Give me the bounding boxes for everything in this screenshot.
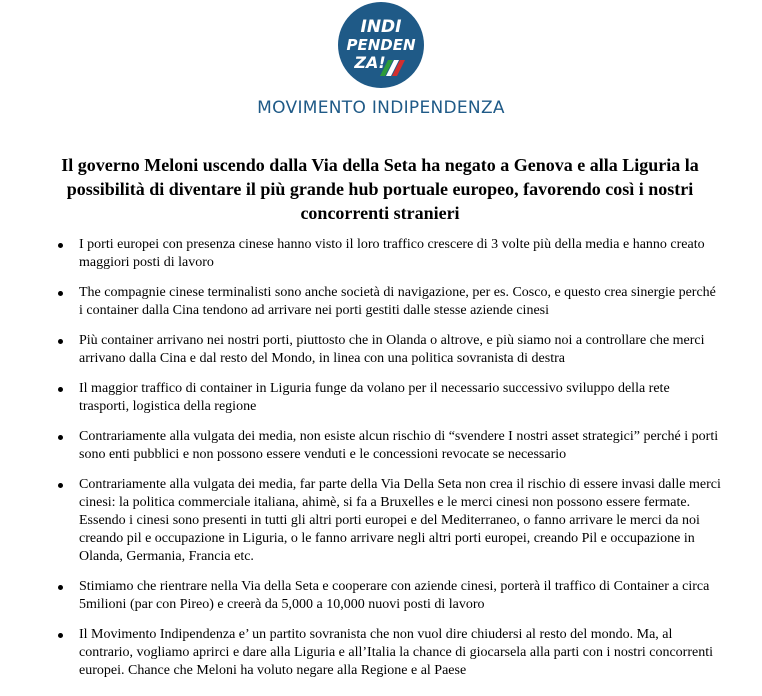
bullet-item — [0, 476, 762, 566]
bullet-item — [0, 380, 762, 416]
bullet-text: Il maggior traffico di container in Liguria funge da volano per il necessario successivo sviluppo della rete trasporti, logistica della regione — [79, 381, 670, 414]
logo-lettering — [338, 2, 424, 88]
document-title: Il governo Meloni uscendo dalla Via della Seta ha negato a Genova e alla Liguria la possibilità di diventare il più grande hub portuale europeo, favorendo così i nostri concorrenti stranieri — [61, 155, 699, 223]
bullet-item — [0, 236, 762, 272]
bullet-dot-icon — [58, 387, 63, 392]
bullet-item — [0, 428, 762, 464]
bullet-text: Più container arrivano nei nostri porti, piuttosto che in Olanda o altrove, e più siamo noi a controllare che merci arrivano dalla Cina e dal resto del Mondo, in linea con una politica sovranista di destra — [79, 333, 705, 366]
bullet-item — [0, 578, 762, 614]
svg-text:ZA!: ZA! — [354, 53, 386, 72]
bullet-item — [0, 284, 762, 320]
bullet-item — [0, 332, 762, 368]
svg-text:PENDEN: PENDEN — [346, 36, 416, 54]
svg-text:INDI: INDI — [360, 17, 402, 37]
bullet-text: Contrariamente alla vulgata dei media, far parte della Via Della Seta non crea il rischio di essere invasi dalle merci cinesi: la politica commerciale italiana, ahimè, si fa a Bruxelles e le merci cinesi non possono essere fermate. Essendo i cinesi sono presenti in tutti gli altri porti europei e del Mediterraneo, o fanno arrivare le merci da noi creando pil e occupazione in Liguria, o le fanno arrivare negli altri porti europei, creando Pil e occupazione in Olanda, Germania, Francia etc. — [79, 477, 721, 564]
logo-block — [0, 0, 762, 118]
bullet-dot-icon — [58, 435, 63, 440]
bullet-item — [0, 626, 762, 680]
bullet-dot-icon — [58, 483, 63, 488]
bullet-dot-icon — [58, 291, 63, 296]
bullet-list — [0, 236, 762, 692]
bullet-dot-icon — [58, 633, 63, 638]
bullet-dot-icon — [58, 339, 63, 344]
bullet-dot-icon — [58, 243, 63, 248]
bullet-text: Contrariamente alla vulgata dei media, non esiste alcun rischio di “svendere I nostri asset strategici” perché i porti sono enti pubblici e non possono essere venduti e le concessioni revocate se necessario — [79, 429, 719, 462]
bullet-text: Il Movimento Indipendenza e’ un partito sovranista che non vuol dire chiudersi al resto del mondo. Ma, al contrario, vogliamo aprirci e dare alla Liguria e all’Italia la chance di giocarsela alla parti con i nostri concorrenti europei. Chance che Meloni ha voluto negare alla Regione e al Paese — [79, 627, 713, 678]
bullet-text: Stimiamo che rientrare nella Via della Seta e cooperare con aziende cinesi, porterà il traffico di Container a circa 5milioni (par con Pireo) e creerà da 5,000 a 10,000 nuovi posti di lavoro — [79, 579, 710, 612]
bullet-text: The compagnie cinese terminalisti sono anche società di navigazione, per es. Cosco, e questo crea sinergie perché i container dalla Cina tendono ad arrivare nei porti gestiti dalle stesse aziende cinesi — [79, 285, 716, 318]
party-logo — [338, 2, 424, 88]
bullet-text: I porti europei con presenza cinese hanno visto il loro traffico crescere di 3 volte più della media e hanno creato maggiori posti di lavoro — [79, 237, 705, 270]
bullet-dot-icon — [58, 585, 63, 590]
movement-name: MOVIMENTO INDIPENDENZA — [257, 98, 505, 118]
